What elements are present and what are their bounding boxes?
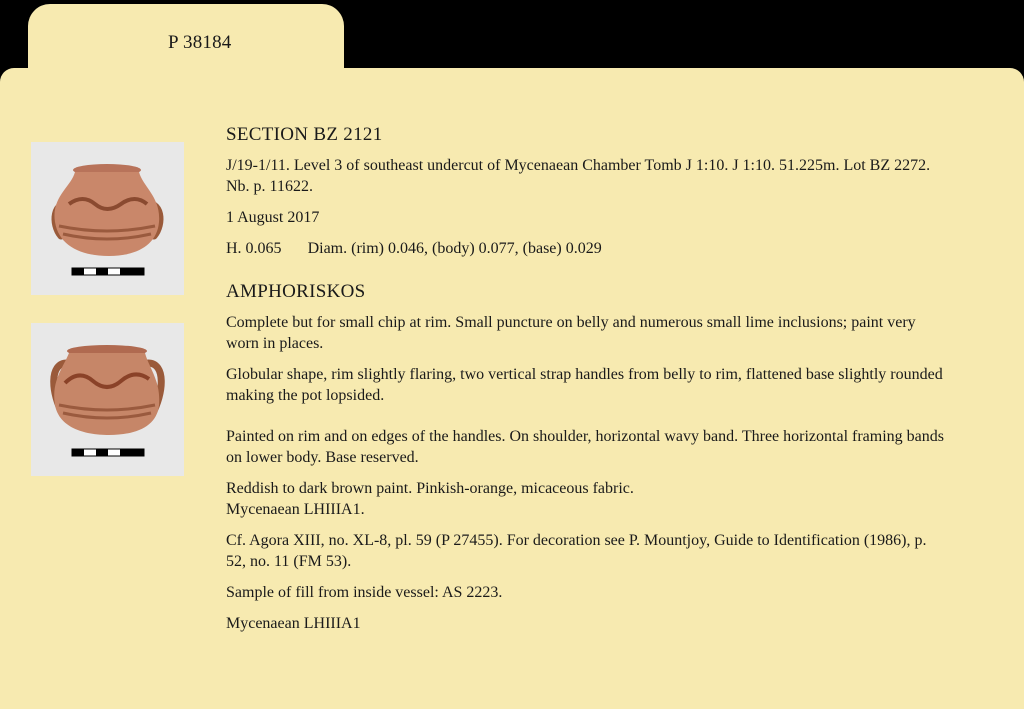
fabric-text [226, 478, 946, 520]
date-text: 1 August 2017 [226, 209, 320, 226]
fabric-line-1: Reddish to dark brown paint. Pinkish-orange, micaceous fabric. [226, 480, 634, 497]
decoration-text: Painted on rim and on edges of the handles. On shoulder, horizontal wavy band. Three horizontal framing bands on lower body. Base reserved. [226, 428, 944, 466]
amphoriskos-photo-icon [31, 323, 184, 476]
height-text: H. 0.065 [226, 240, 282, 257]
shape-text: Globular shape, rim slightly flaring, two vertical strap handles from belly to rim, flattened base slightly rounded making the pot lopsided. [226, 366, 943, 404]
amphoriskos-photo-icon [31, 142, 184, 295]
location-text: J/19-1/11. Level 3 of southeast undercut of Mycenaean Chamber Tomb J 1:10. J 1:10. 51.225m. Lot BZ 2272. Nb. p. 11622. [226, 157, 931, 195]
period-text: Mycenaean LHIIIA1 [226, 615, 361, 632]
diameter-text: Diam. (rim) 0.046, (body) 0.077, (base) 0.029 [307, 240, 602, 257]
sample-text: Sample of fill from inside vessel: AS 2223. [226, 584, 503, 601]
catalog-entry [226, 124, 946, 644]
inventory-number: P 38184 [168, 32, 232, 53]
dimensions [226, 238, 946, 259]
section-heading: SECTION BZ 2121 [226, 124, 383, 145]
fabric-line-2: Mycenaean LHIIIA1. [226, 501, 365, 518]
object-heading: AMPHORISKOS [226, 281, 366, 302]
condition-text: Complete but for small chip at rim. Small puncture on belly and numerous small lime inclusions; paint very worn in places. [226, 314, 916, 352]
amphoriskos-photo-1[interactable] [31, 142, 184, 295]
references-text: Cf. Agora XIII, no. XL-8, pl. 59 (P 27455). For decoration see P. Mountjoy, Guide to Identification (1986), p. 52, no. 11 (FM 53). [226, 532, 927, 570]
amphoriskos-photo-2[interactable] [31, 323, 184, 476]
